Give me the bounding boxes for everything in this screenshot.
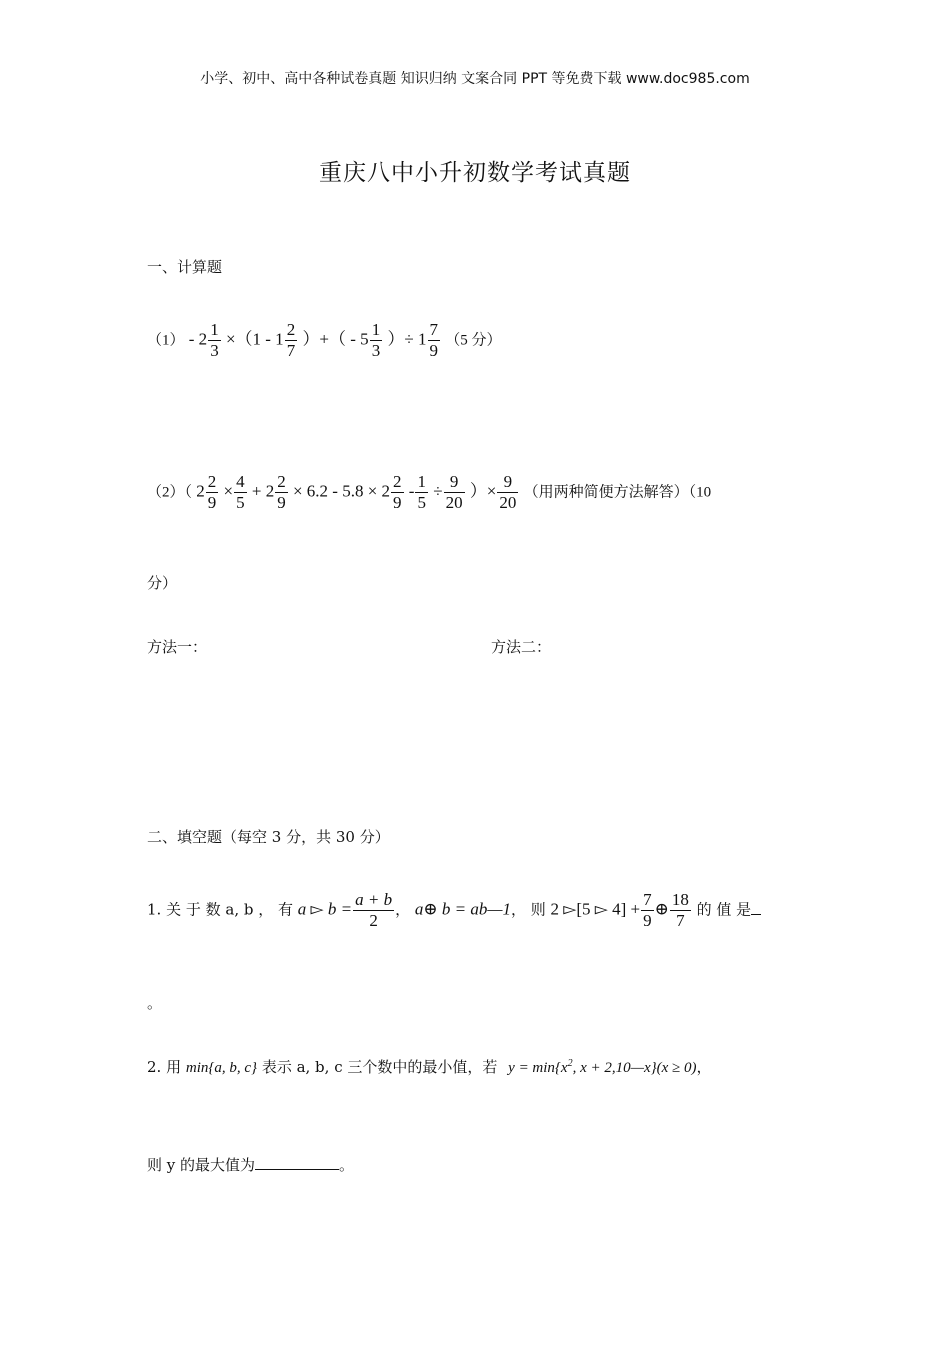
q2-fraction-7: $\frac{9}{20}$	[499, 472, 517, 512]
fq1-expr: 2 ▻[5 ▻ 4] +	[550, 899, 641, 919]
q1-fraction-1: $\frac{1}{3}$	[210, 320, 219, 360]
q2-text-6: ÷	[433, 481, 443, 501]
fq2-lead: 2. 用	[147, 1058, 182, 1076]
q1-fraction-4: $\frac{7}{9}$	[429, 320, 439, 360]
q2-fraction-2: $\frac{4}{5}$	[236, 472, 245, 512]
fill-question-2	[147, 1056, 712, 1077]
q2-note: （用两种简便方法解答）（10	[523, 484, 712, 501]
page-header: 小学、初中、高中各种试卷真题 知识归纳 文案合同 PPT 等免费下载 www.doc985.com	[200, 71, 750, 87]
calc-question-2	[147, 472, 711, 513]
q2-text-3: + 2	[251, 481, 275, 501]
fq1-comma: ，	[395, 900, 411, 919]
fq1-oplus: ⊕	[654, 899, 669, 919]
section-heading-fill: 二、填空题（每空 3 分，共 30 分）	[147, 828, 390, 846]
fq2-end: 。	[339, 1156, 355, 1174]
section-heading-calc: 一、计算题	[147, 258, 223, 276]
page-title: 重庆八中小升初数学考试真题	[319, 160, 631, 186]
q2-text-4: × 6.2 - 5.8 × 2	[292, 481, 391, 501]
fq1-def2: a⊕ b = ab—1	[414, 899, 511, 919]
q2-fraction-6: $\frac{9}{20}$	[445, 472, 463, 512]
q2-fraction-4: $\frac{2}{9}$	[393, 472, 402, 512]
fq2-mid: 表示 a, b, c 三个数中的最小值，若	[261, 1058, 498, 1076]
fq1-tail: 的 值 是	[696, 900, 752, 919]
fq2-line2-text: 则 y 的最大值为	[147, 1156, 256, 1174]
q1-text-3: ）÷ 1	[387, 329, 427, 349]
q1-whole-1: - 2	[188, 329, 208, 349]
fq2-min-expr: min{a, b, c}	[185, 1060, 258, 1076]
q2-text-7: ）×	[469, 481, 497, 501]
q2-label: （2）（	[147, 484, 193, 501]
q1-score: （5 分）	[445, 332, 502, 349]
q1-label: （1）	[147, 332, 185, 349]
fq1-fraction-1: $\frac{7}{9}$	[643, 890, 652, 930]
q1-text-2: ）+（ - 5	[302, 329, 369, 349]
q1-fraction-3: $\frac{1}{3}$	[371, 320, 381, 360]
q1-text-1: ×（1 - 1	[225, 329, 284, 349]
fq2-comma: ，	[696, 1058, 712, 1076]
fq1-answer-blank[interactable]	[751, 914, 761, 915]
fill-question-1	[147, 890, 761, 931]
fq1-period: 。	[147, 994, 163, 1012]
q2-text-1: 2	[196, 481, 205, 501]
q2-fraction-3: $\frac{2}{9}$	[277, 472, 286, 512]
fq2-answer-blank[interactable]	[255, 1169, 339, 1170]
method-2-label: 方法二：	[491, 638, 552, 656]
q2-fraction-1: $\frac{2}{9}$	[207, 472, 217, 512]
fq2-line2	[147, 1154, 354, 1175]
q2-text-5: -	[408, 481, 415, 501]
q2-score-continuation: 分）	[147, 574, 178, 592]
q2-text-2: ×	[223, 481, 234, 501]
calc-question-1	[147, 320, 502, 361]
fq1-def1-lhs: a ▻ b =	[297, 899, 353, 919]
fq1-def1-fraction: $\frac{a + b}{2}$	[355, 890, 393, 930]
fq1-lead: 1. 关 于 数 a, b ， 有	[147, 900, 294, 919]
fq1-fraction-2: $\frac{18}{7}$	[671, 890, 689, 930]
fq2-y-expr: $y = \min\{x^2$, x + 2,10—x}(x ≥ 0)	[508, 1058, 697, 1076]
q1-fraction-2: $\frac{2}{7}$	[286, 320, 296, 360]
fq1-then: ， 则	[510, 900, 546, 919]
q2-fraction-5: $\frac{1}{5}$	[417, 472, 426, 512]
method-1-label: 方法一：	[147, 638, 208, 656]
